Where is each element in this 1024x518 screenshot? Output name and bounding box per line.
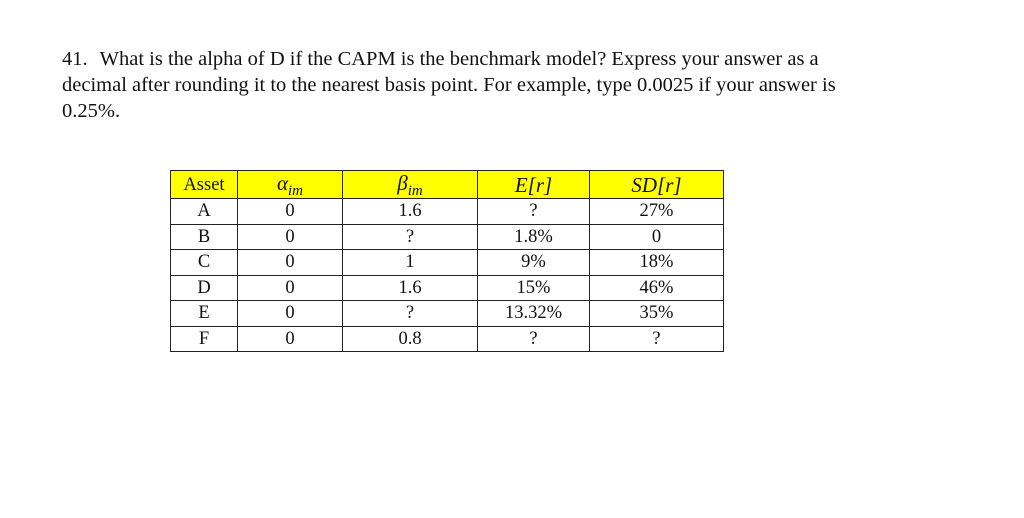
table-row xyxy=(171,275,724,301)
table-row xyxy=(171,199,724,225)
cell-std-dev: 0 xyxy=(590,224,724,250)
cell-beta: 0.8 xyxy=(343,326,478,352)
cell-expected-return: 1.8% xyxy=(478,224,590,250)
header-expected-return: E[r] xyxy=(478,171,590,199)
beta-symbol: β xyxy=(397,171,408,195)
cell-std-dev: 18% xyxy=(590,250,724,276)
cell-expected-return: 15% xyxy=(478,275,590,301)
table-row xyxy=(171,250,724,276)
cell-alpha: 0 xyxy=(238,199,343,225)
cell-alpha: 0 xyxy=(238,250,343,276)
asset-table xyxy=(170,170,724,352)
cell-std-dev: 27% xyxy=(590,199,724,225)
cell-expected-return: ? xyxy=(478,199,590,225)
question-line-3: 0.25%. xyxy=(62,100,121,122)
cell-asset: A xyxy=(171,199,238,225)
cell-asset: B xyxy=(171,224,238,250)
header-asset: Asset xyxy=(171,171,238,199)
cell-beta: ? xyxy=(343,224,478,250)
cell-beta: 1 xyxy=(343,250,478,276)
cell-alpha: 0 xyxy=(238,275,343,301)
cell-asset: C xyxy=(171,250,238,276)
cell-std-dev: ? xyxy=(590,326,724,352)
table-row xyxy=(171,224,724,250)
question-number: 41. xyxy=(62,48,88,70)
cell-beta: 1.6 xyxy=(343,199,478,225)
header-std-dev: SD[r] xyxy=(590,171,724,199)
cell-alpha: 0 xyxy=(238,326,343,352)
beta-subscript: im xyxy=(407,183,423,199)
table-row xyxy=(171,301,724,327)
header-beta xyxy=(343,171,478,199)
alpha-symbol: α xyxy=(276,171,289,195)
cell-std-dev: 35% xyxy=(590,301,724,327)
cell-beta: ? xyxy=(343,301,478,327)
cell-asset: F xyxy=(171,326,238,352)
table-header-row xyxy=(171,171,724,199)
cell-alpha: 0 xyxy=(238,301,343,327)
header-alpha xyxy=(238,171,343,199)
cell-alpha: 0 xyxy=(238,224,343,250)
alpha-subscript: im xyxy=(288,183,304,199)
cell-beta: 1.6 xyxy=(343,275,478,301)
question-line-1 xyxy=(62,46,962,72)
table-row xyxy=(171,326,724,352)
cell-expected-return: ? xyxy=(478,326,590,352)
question-line-1-text: What is the alpha of D if the CAPM is the benchmark model? Express your answer as a xyxy=(99,48,819,70)
cell-std-dev: 46% xyxy=(590,275,724,301)
cell-expected-return: 9% xyxy=(478,250,590,276)
question-line-2: decimal after rounding it to the nearest basis point. For example, type 0.0025 if your answer is xyxy=(62,74,836,96)
cell-asset: E xyxy=(171,301,238,327)
cell-expected-return: 13.32% xyxy=(478,301,590,327)
question-text xyxy=(62,46,962,124)
cell-asset: D xyxy=(171,275,238,301)
